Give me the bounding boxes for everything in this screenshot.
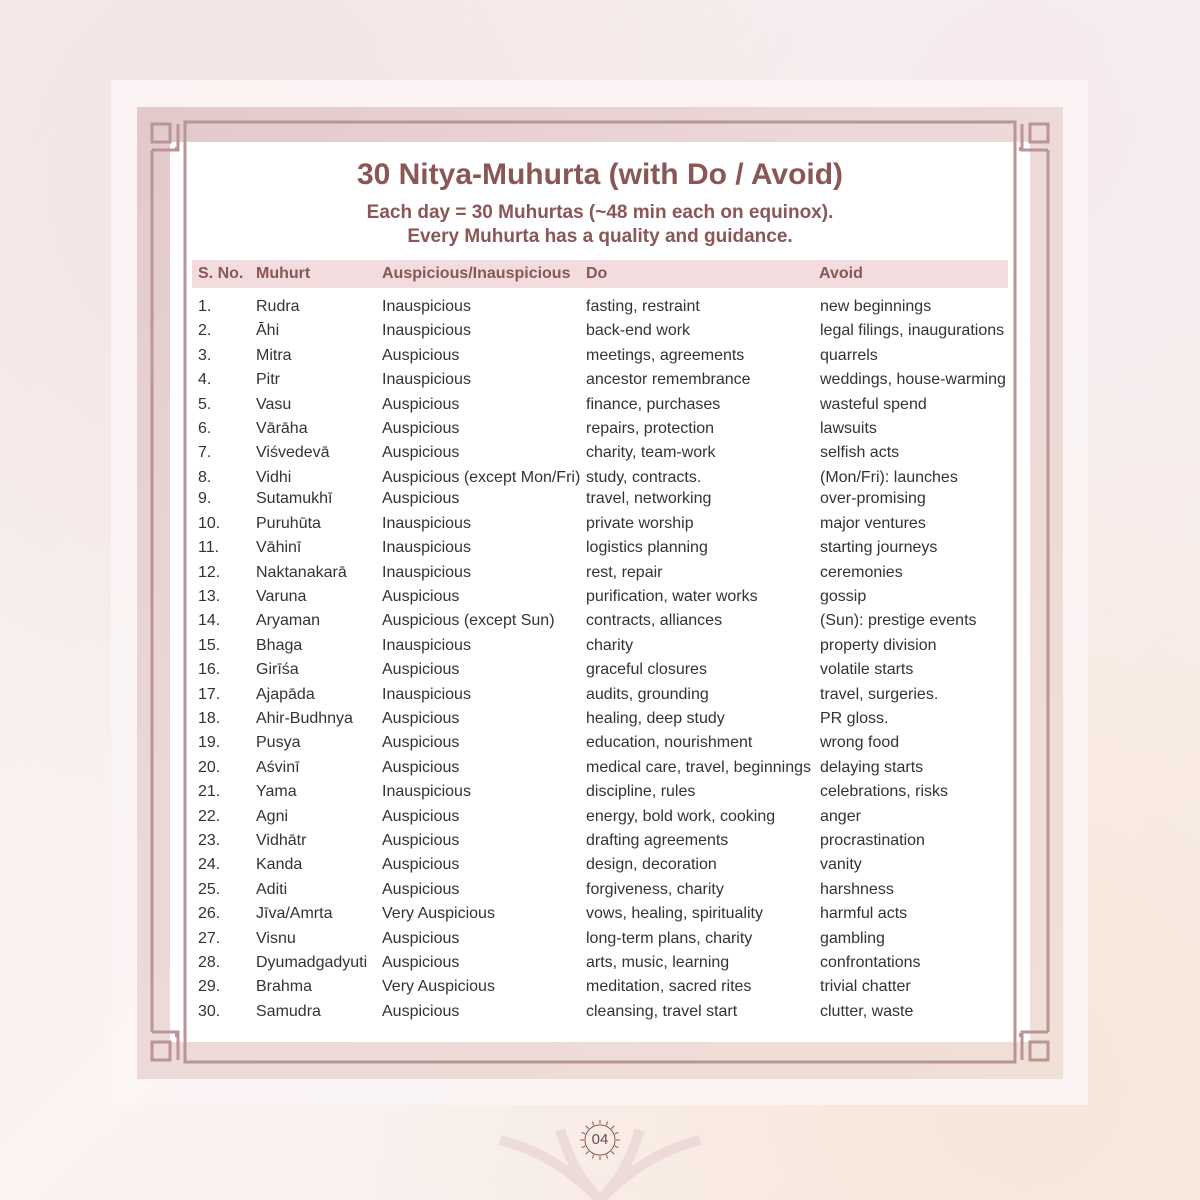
cell-quality: Very Auspicious	[382, 978, 495, 996]
table-row	[0, 806, 1200, 828]
cell-name: Puruhūta	[256, 514, 321, 532]
cell-name: Sutamukhī	[256, 490, 333, 508]
cell-quality: Inauspicious	[382, 371, 471, 389]
cell-name: Jīva/Amrta	[256, 905, 333, 923]
cell-avoid: major ventures	[820, 514, 926, 532]
cell-do: healing, deep study	[586, 709, 725, 727]
cell-do: study, contracts.	[586, 468, 702, 486]
cell-do: purification, water works	[586, 587, 758, 605]
cell-sno: 20.	[198, 758, 221, 776]
cell-do: charity	[586, 636, 634, 654]
cell-avoid: weddings, house-warming	[820, 371, 1006, 389]
corner-tr-hook	[1022, 124, 1048, 150]
cell-quality: Auspicious	[382, 709, 460, 727]
cell-do: logistics planning	[586, 539, 708, 557]
cell-quality: Inauspicious	[382, 563, 471, 581]
table-row	[0, 757, 1200, 779]
cell-sno: 30.	[198, 1002, 221, 1020]
table-row	[0, 854, 1200, 876]
cell-name: Kanda	[256, 856, 303, 874]
cell-avoid: ceremonies	[820, 563, 903, 581]
cell-do: contracts, alliances	[586, 612, 723, 630]
cell-avoid: starting journeys	[820, 539, 938, 557]
cell-name: Bhaga	[256, 636, 303, 654]
table-row	[0, 418, 1200, 440]
table-row	[0, 708, 1200, 730]
cell-avoid: delaying starts	[820, 758, 924, 776]
cell-name: Aryaman	[256, 612, 321, 630]
cell-sno: 10.	[198, 514, 221, 532]
cell-avoid: quarrels	[820, 346, 878, 364]
cell-avoid: selfish acts	[820, 444, 900, 462]
cell-avoid: gossip	[820, 587, 867, 605]
cell-do: long-term plans, charity	[586, 929, 753, 947]
cell-name: Girīśa	[256, 661, 299, 679]
cell-avoid: lawsuits	[820, 420, 877, 437]
cell-quality: Auspicious	[382, 490, 460, 508]
page-subtitle	[0, 201, 1200, 249]
cell-do: arts, music, learning	[586, 953, 730, 971]
cell-sno: 2.	[198, 322, 212, 340]
cell-name: Ahir-Budhnya	[256, 709, 353, 727]
table-row	[0, 394, 1200, 416]
cell-do: rest, repair	[586, 563, 663, 581]
cell-sno: 13.	[198, 587, 221, 605]
cell-quality: Auspicious (except Mon/Fri)	[382, 468, 581, 486]
cell-sno: 26.	[198, 905, 221, 923]
cell-do: vows, healing, spirituality	[586, 905, 763, 923]
cell-avoid: anger	[820, 807, 861, 825]
cell-do: medical care, travel, beginnings	[586, 758, 812, 776]
cell-sno: 18.	[198, 709, 221, 727]
cell-quality: Auspicious	[382, 395, 460, 413]
table-row	[0, 513, 1200, 535]
cell-quality: Auspicious	[382, 929, 460, 947]
table-row	[0, 488, 1200, 510]
cell-name: Varuna	[256, 587, 307, 605]
cell-do: cleansing, travel start	[586, 1002, 738, 1020]
cell-avoid: gambling	[820, 929, 885, 947]
cell-avoid: celebrations, risks	[820, 783, 949, 801]
table-row	[0, 1001, 1200, 1023]
cell-sno: 16.	[198, 661, 221, 679]
cell-sno: 15.	[198, 636, 221, 654]
cell-avoid: volatile starts	[820, 661, 914, 679]
corner-bl-hook	[152, 1032, 178, 1060]
corner-dot-tl	[175, 147, 179, 151]
cell-quality: Inauspicious	[382, 783, 471, 801]
corner-dot-br	[1019, 1033, 1023, 1037]
cell-sno: 3.	[198, 346, 212, 364]
cell-avoid: vanity	[820, 856, 862, 874]
cell-name: Agni	[256, 807, 289, 825]
cell-quality: Auspicious	[382, 831, 460, 849]
table-row	[0, 781, 1200, 803]
cell-name: Samudra	[256, 1002, 321, 1020]
cell-do: back-end work	[586, 322, 691, 340]
table-row	[0, 952, 1200, 974]
cell-name: Brahma	[256, 978, 313, 996]
cell-do: private worship	[586, 514, 694, 532]
cell-avoid: (Mon/Fri): launches	[820, 468, 958, 486]
cell-name: Yama	[256, 783, 297, 801]
cell-do: forgiveness, charity	[586, 880, 724, 898]
cell-do: design, decoration	[586, 856, 717, 874]
cell-sno: 1.	[198, 298, 212, 315]
cell-do: finance, purchases	[586, 395, 721, 413]
cell-sno: 28.	[198, 953, 221, 971]
cell-sno: 5.	[198, 395, 212, 413]
cell-sno: 9.	[198, 490, 212, 508]
table-row	[0, 586, 1200, 608]
cell-name: Ajapāda	[256, 685, 315, 703]
cell-avoid: wrong food	[820, 734, 900, 752]
cell-avoid: (Sun): prestige events	[820, 612, 977, 630]
cell-do: audits, grounding	[586, 685, 709, 703]
cell-avoid: legal filings, inaugurations	[820, 322, 1005, 340]
corner-tl-box	[152, 124, 170, 142]
cell-quality: Inauspicious	[382, 514, 471, 532]
cell-sno: 8.	[198, 468, 212, 486]
cell-do: energy, bold work, cooking	[586, 807, 776, 825]
cell-quality: Auspicious	[382, 953, 460, 971]
cell-quality: Auspicious	[382, 880, 460, 898]
cell-quality: Auspicious	[382, 856, 460, 874]
cell-avoid: new beginnings	[820, 298, 932, 315]
cell-sno: 17.	[198, 685, 221, 703]
cell-do: charity, team-work	[586, 444, 716, 462]
cell-avoid: wasteful spend	[820, 395, 927, 413]
header-name: Muhurt	[256, 265, 311, 282]
cell-sno: 22.	[198, 807, 221, 825]
cell-quality: Inauspicious	[382, 636, 471, 654]
table-row	[0, 369, 1200, 391]
cell-name: Vidhi	[256, 468, 292, 486]
cell-sno: 11.	[198, 539, 220, 557]
cell-quality: Auspicious (except Sun)	[382, 612, 555, 630]
cell-do: meditation, sacred rites	[586, 978, 752, 996]
cell-quality: Auspicious	[382, 420, 460, 437]
cell-do: travel, networking	[586, 490, 712, 508]
table-row	[0, 635, 1200, 657]
cell-name: Aditi	[256, 880, 288, 898]
cell-name: Rudra	[256, 298, 300, 315]
page-number: 04	[591, 1131, 609, 1148]
cell-avoid: clutter, waste	[820, 1002, 914, 1020]
cell-avoid: harmful acts	[820, 905, 908, 923]
cell-avoid: confrontations	[820, 953, 921, 971]
cell-name: Naktanakarā	[256, 563, 347, 581]
cell-do: graceful closures	[586, 661, 707, 679]
cell-quality: Auspicious	[382, 807, 460, 825]
cell-sno: 21.	[198, 783, 221, 801]
page-title: 30 Nitya-Muhurta (with Do / Avoid)	[356, 158, 844, 191]
cell-name: Vārāha	[256, 420, 308, 437]
cell-avoid: over-promising	[820, 490, 926, 508]
cell-quality: Auspicious	[382, 758, 460, 776]
corner-tr-box	[1030, 124, 1048, 142]
cell-quality: Inauspicious	[382, 539, 471, 557]
cell-do: ancestor remembrance	[586, 371, 751, 389]
corner-bl-box	[152, 1042, 170, 1060]
cell-quality: Auspicious	[382, 587, 460, 605]
cell-do: drafting agreements	[586, 831, 729, 849]
table-row	[0, 879, 1200, 901]
cell-quality: Auspicious	[382, 346, 460, 364]
cell-name: Vidhātr	[256, 831, 307, 849]
header-sno: S. No.	[198, 265, 244, 282]
cell-avoid: procrastination	[820, 831, 925, 849]
header-avoid: Avoid	[819, 265, 863, 282]
table-row	[0, 684, 1200, 706]
subtitle-line-1: Each day = 30 Muhurtas (~48 min each on equinox).	[366, 202, 834, 223]
table-row	[0, 296, 1200, 318]
cell-sno: 27.	[198, 929, 221, 947]
corner-dot-tr	[1019, 147, 1023, 151]
table-row	[0, 830, 1200, 852]
cell-sno: 7.	[198, 444, 212, 462]
cell-avoid: travel, surgeries.	[820, 685, 939, 703]
cell-quality: Very Auspicious	[382, 905, 495, 923]
cell-avoid: harshness	[820, 880, 894, 898]
cell-name: Vasu	[256, 395, 292, 413]
cell-name: Visnu	[256, 929, 296, 947]
header-quality: Auspicious/Inauspicious	[382, 265, 571, 282]
cell-name: Vāhinī	[256, 539, 302, 557]
cell-sno: 24.	[198, 856, 221, 874]
table-row	[0, 903, 1200, 925]
cell-sno: 19.	[198, 734, 221, 752]
table-row	[0, 610, 1200, 632]
cell-sno: 23.	[198, 831, 221, 849]
cell-quality: Auspicious	[382, 444, 460, 462]
header-do: Do	[586, 265, 608, 282]
corner-br-hook	[1022, 1032, 1048, 1060]
cell-quality: Inauspicious	[382, 322, 471, 340]
cell-do: discipline, rules	[586, 783, 696, 801]
table-row	[0, 562, 1200, 584]
cell-do: fasting, restraint	[586, 298, 700, 315]
cell-quality: Auspicious	[382, 661, 460, 679]
cell-name: Aśvinī	[256, 758, 300, 776]
cell-avoid: trivial chatter	[820, 978, 911, 996]
table-row	[0, 732, 1200, 754]
table-row	[0, 442, 1200, 464]
cell-quality: Auspicious	[382, 734, 460, 752]
table-row	[0, 928, 1200, 950]
table-row	[0, 320, 1200, 342]
cell-quality: Auspicious	[382, 1002, 460, 1020]
corner-tl-hook	[152, 124, 178, 150]
cell-sno: 14.	[198, 612, 221, 630]
cell-do: meetings, agreements	[586, 346, 745, 364]
corner-br-box	[1030, 1042, 1048, 1060]
cell-name: Pitr	[256, 371, 280, 389]
cell-sno: 4.	[198, 371, 212, 389]
cell-name: Viśvedevā	[256, 444, 330, 462]
cell-do: education, nourishment	[586, 734, 753, 752]
table-header	[192, 260, 1008, 288]
corner-dot-bl	[175, 1033, 179, 1037]
cell-sno: 6.	[198, 420, 212, 437]
table-row	[0, 345, 1200, 367]
cell-name: Āhi	[256, 322, 280, 340]
table-row	[0, 467, 1200, 489]
table-row	[0, 537, 1200, 559]
cell-avoid: PR gloss.	[820, 709, 889, 727]
cell-quality: Inauspicious	[382, 298, 471, 315]
cell-sno: 25.	[198, 880, 221, 898]
cell-sno: 29.	[198, 978, 221, 996]
cell-name: Mitra	[256, 346, 292, 364]
cell-name: Pusya	[256, 734, 301, 752]
table-row	[0, 976, 1200, 998]
cell-name: Dyumadgadyuti	[256, 953, 368, 971]
subtitle-line-2: Every Muhurta has a quality and guidance.	[407, 226, 793, 247]
cell-sno: 12.	[198, 563, 221, 581]
cell-do: repairs, protection	[586, 420, 715, 437]
cell-quality: Inauspicious	[382, 685, 471, 703]
cell-avoid: property division	[820, 636, 937, 654]
table-row	[0, 659, 1200, 681]
